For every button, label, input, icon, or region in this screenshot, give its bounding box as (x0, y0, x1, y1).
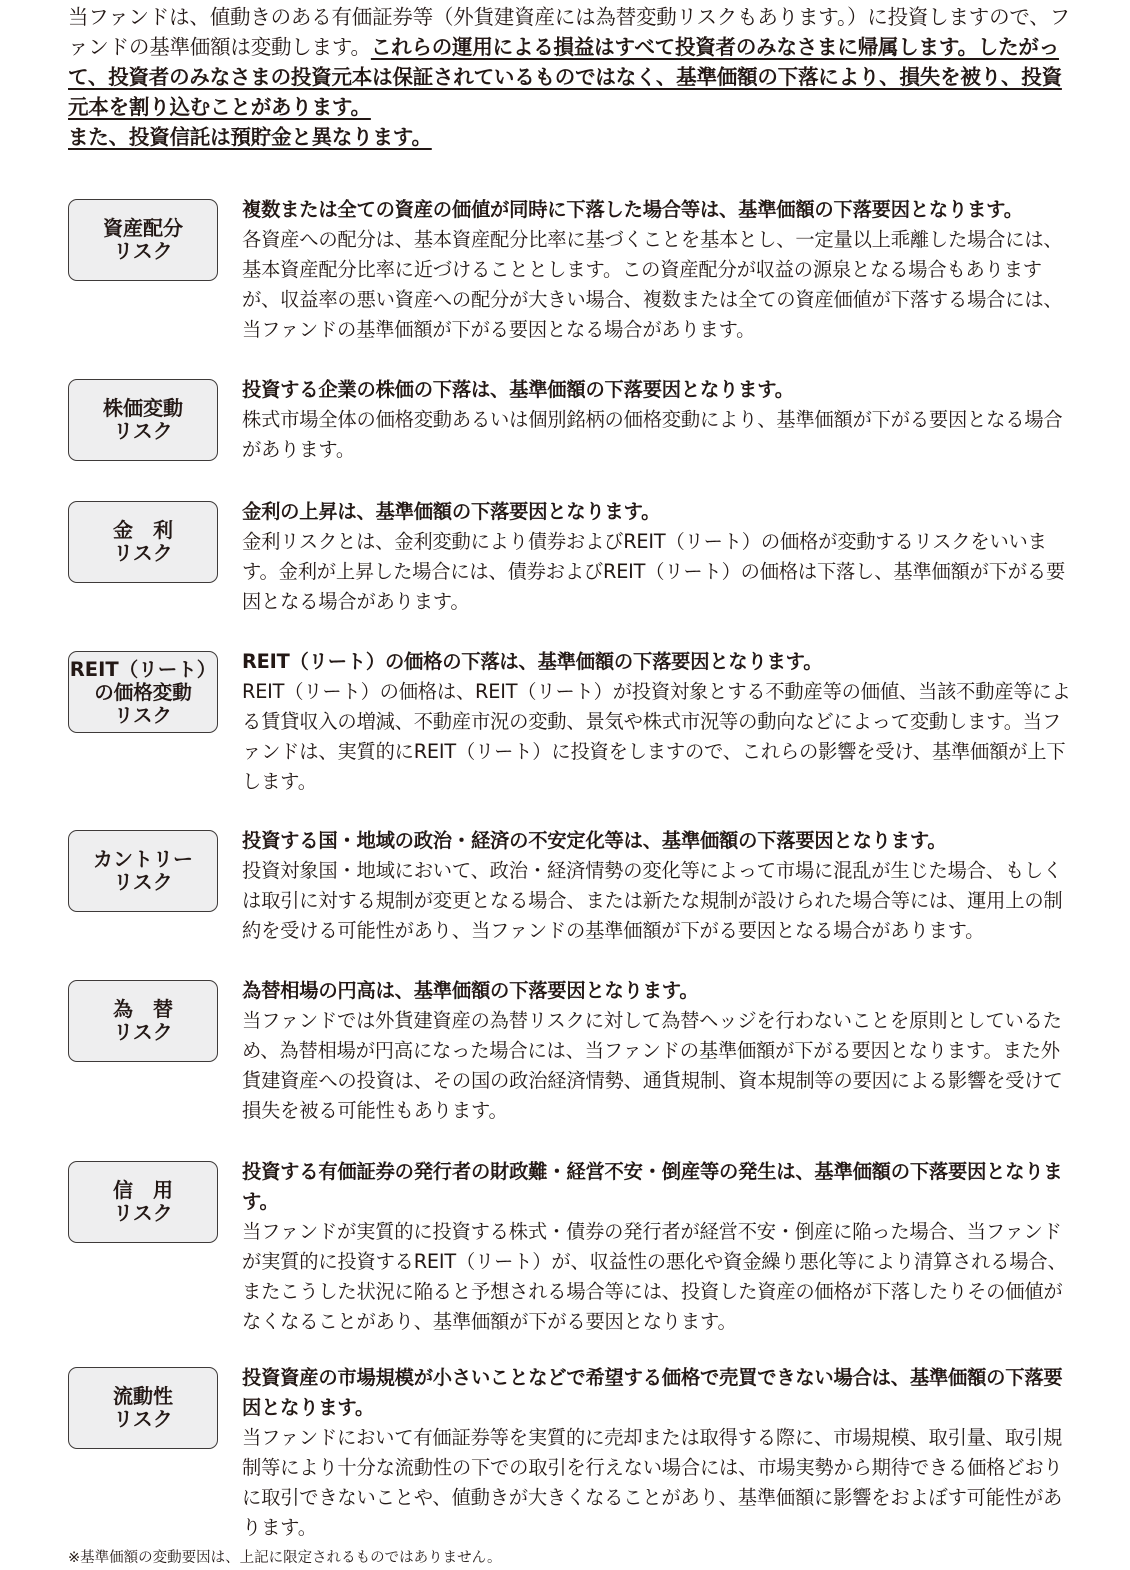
intro-disclaimer (68, 2, 1078, 152)
risk-label-box (68, 379, 218, 461)
intro-second-line (68, 122, 1078, 152)
risk-detail: 当ファンドが実質的に投資する株式・債券の発行者が経営不安・倒産に陥った場合、当ファンドが実質的に投資するREIT（リート）が、収益性の悪化や資金繰り悪化等により清算される場合、またこうした状況に陥ると予想される場合等には、投資した資産の価格が下落したりその価値がなくなることがあり、基準価額が下がる要因となります。 (242, 1220, 1067, 1333)
risk-label-line: 金 利 (113, 518, 173, 542)
risk-label-line: 流動性 (113, 1384, 173, 1408)
intro-paragraph (68, 2, 1078, 122)
risk-label-box (68, 980, 218, 1062)
risk-headline: REIT（リート）の価格の下落は、基準価額の下落要因となります。 (242, 650, 823, 673)
risk-description (242, 976, 1078, 1126)
risk-description (242, 647, 1078, 797)
risk-headline: 投資する有価証券の発行者の財政難・経営不安・倒産等の発生は、基準価額の下落要因となります。 (242, 1160, 1063, 1213)
risk-label-box (68, 501, 218, 583)
risk-detail: 各資産への配分は、基本資産配分比率に基づくことを基本とし、一定量以上乖離した場合には、基本資産配分比率に近づけることとします。この資産配分が収益の源泉となる場合もありますが、収益率の悪い資産への配分が大きい場合、複数または全ての資産価値が下落する場合には、当ファンドの基準価額が下がる要因となる場合があります。 (242, 228, 1063, 341)
intro-plain-text: 当ファンドは、値動きのある有価証券等（外貨建資産には為替変動リスクもあります。）に投資しますので、ファンドの基準価額は変動します。 (68, 5, 1070, 59)
risk-description (242, 1363, 1078, 1543)
risk-description (242, 375, 1078, 465)
intro-second-text: また、投資信託は預貯金と異なります。 (68, 125, 432, 149)
risk-label-box (68, 651, 218, 733)
risk-detail: REIT（リート）の価格は、REIT（リート）が投資対象とする不動産等の価値、当該不動産等による賃貸収入の増減、不動産市況の変動、景気や株式市況等の動向などによって変動します。当ファンドは、実質的にREIT（リート）に投資をしますので、これらの影響を受け、基準価額が上下します。 (242, 680, 1071, 793)
risk-headline: 金利の上昇は、基準価額の下落要因となります。 (242, 500, 661, 523)
risk-label-line: の価格変動 (94, 680, 192, 704)
risk-headline: 投資する国・地域の政治・経済の不安定化等は、基準価額の下落要因となります。 (242, 829, 947, 852)
risk-headline: 投資する企業の株価の下落は、基準価額の下落要因となります。 (242, 378, 794, 401)
risk-description (242, 497, 1078, 617)
risk-headline: 複数または全ての資産の価値が同時に下落した場合等は、基準価額の下落要因となります。 (242, 198, 1023, 221)
risk-label-box (68, 199, 218, 281)
risk-label-line: リスク (113, 239, 173, 263)
risk-headline: 投資資産の市場規模が小さいことなどで希望する価格で売買できない場合は、基準価額の下落要因となります。 (242, 1366, 1063, 1419)
risk-label-box (68, 1367, 218, 1449)
risk-label-line: リスク (113, 870, 173, 894)
risk-label-line: 資産配分 (103, 216, 183, 240)
intro-bold-text: これらの運用による損益はすべて投資者のみなさまに帰属します。したがって、投資者のみなさまの投資元本は保証されているものではなく、基準価額の下落により、損失を被り、投資元本を割り込むことがあります。 (68, 35, 1062, 119)
risk-label-box (68, 1161, 218, 1243)
risk-label-line: リスク (113, 541, 173, 565)
risk-label-line: 為 替 (113, 997, 173, 1021)
risk-description (242, 195, 1078, 345)
risk-description (242, 1157, 1078, 1337)
risk-detail: 金利リスクとは、金利変動により債券およびREIT（リート）の価格が変動するリスクをいいます。金利が上昇した場合には、債券およびREIT（リート）の価格は下落し、基準価額が下がる要因となる場合があります。 (242, 530, 1066, 613)
risk-label-line: 株価変動 (103, 396, 183, 420)
risk-detail: 当ファンドでは外貨建資産の為替リスクに対して為替ヘッジを行わないことを原則としているため、為替相場が円高になった場合には、当ファンドの基準価額が下がる要因となります。また外貨建資産への投資は、その国の政治経済情勢、通貨規制、資本規制等の要因による影響を受けて損失を被る可能性もあります。 (242, 1009, 1063, 1122)
risk-label-box (68, 830, 218, 912)
risk-label-line: REIT（リート） (69, 657, 217, 681)
risk-label-line: リスク (113, 1020, 173, 1044)
risk-detail: 投資対象国・地域において、政治・経済情勢の変化等によって市場に混乱が生じた場合、もしくは取引に対する規制が変更となる場合、または新たな規制が設けられた場合等には、運用上の制約を受ける可能性があり、当ファンドの基準価額が下がる要因となる場合があります。 (242, 859, 1063, 942)
risk-label-line: 信 用 (113, 1178, 173, 1202)
risk-description (242, 826, 1078, 946)
risk-detail: 当ファンドにおいて有価証券等を実質的に売却または取得する際に、市場規模、取引量、取引規制等により十分な流動性の下での取引を行えない場合には、市場実勢から期待できる価格どおりに取引できないことや、値動きが大きくなることがあり、基準価額に影響をおよぼす可能性があります。 (242, 1426, 1063, 1539)
risk-headline: 為替相場の円高は、基準価額の下落要因となります。 (242, 979, 699, 1002)
risk-label-line: リスク (113, 1201, 173, 1225)
risk-detail: 株式市場全体の価格変動あるいは個別銘柄の価格変動により、基準価額が下がる要因となる場合があります。 (242, 408, 1063, 461)
risk-label-line: リスク (113, 419, 173, 443)
risk-label-line: リスク (113, 703, 173, 727)
footnote: ※基準価額の変動要因は、上記に限定されるものではありません。 (68, 1550, 502, 1566)
risk-label-line: リスク (113, 1407, 173, 1431)
risk-label-line: カントリー (93, 847, 193, 871)
